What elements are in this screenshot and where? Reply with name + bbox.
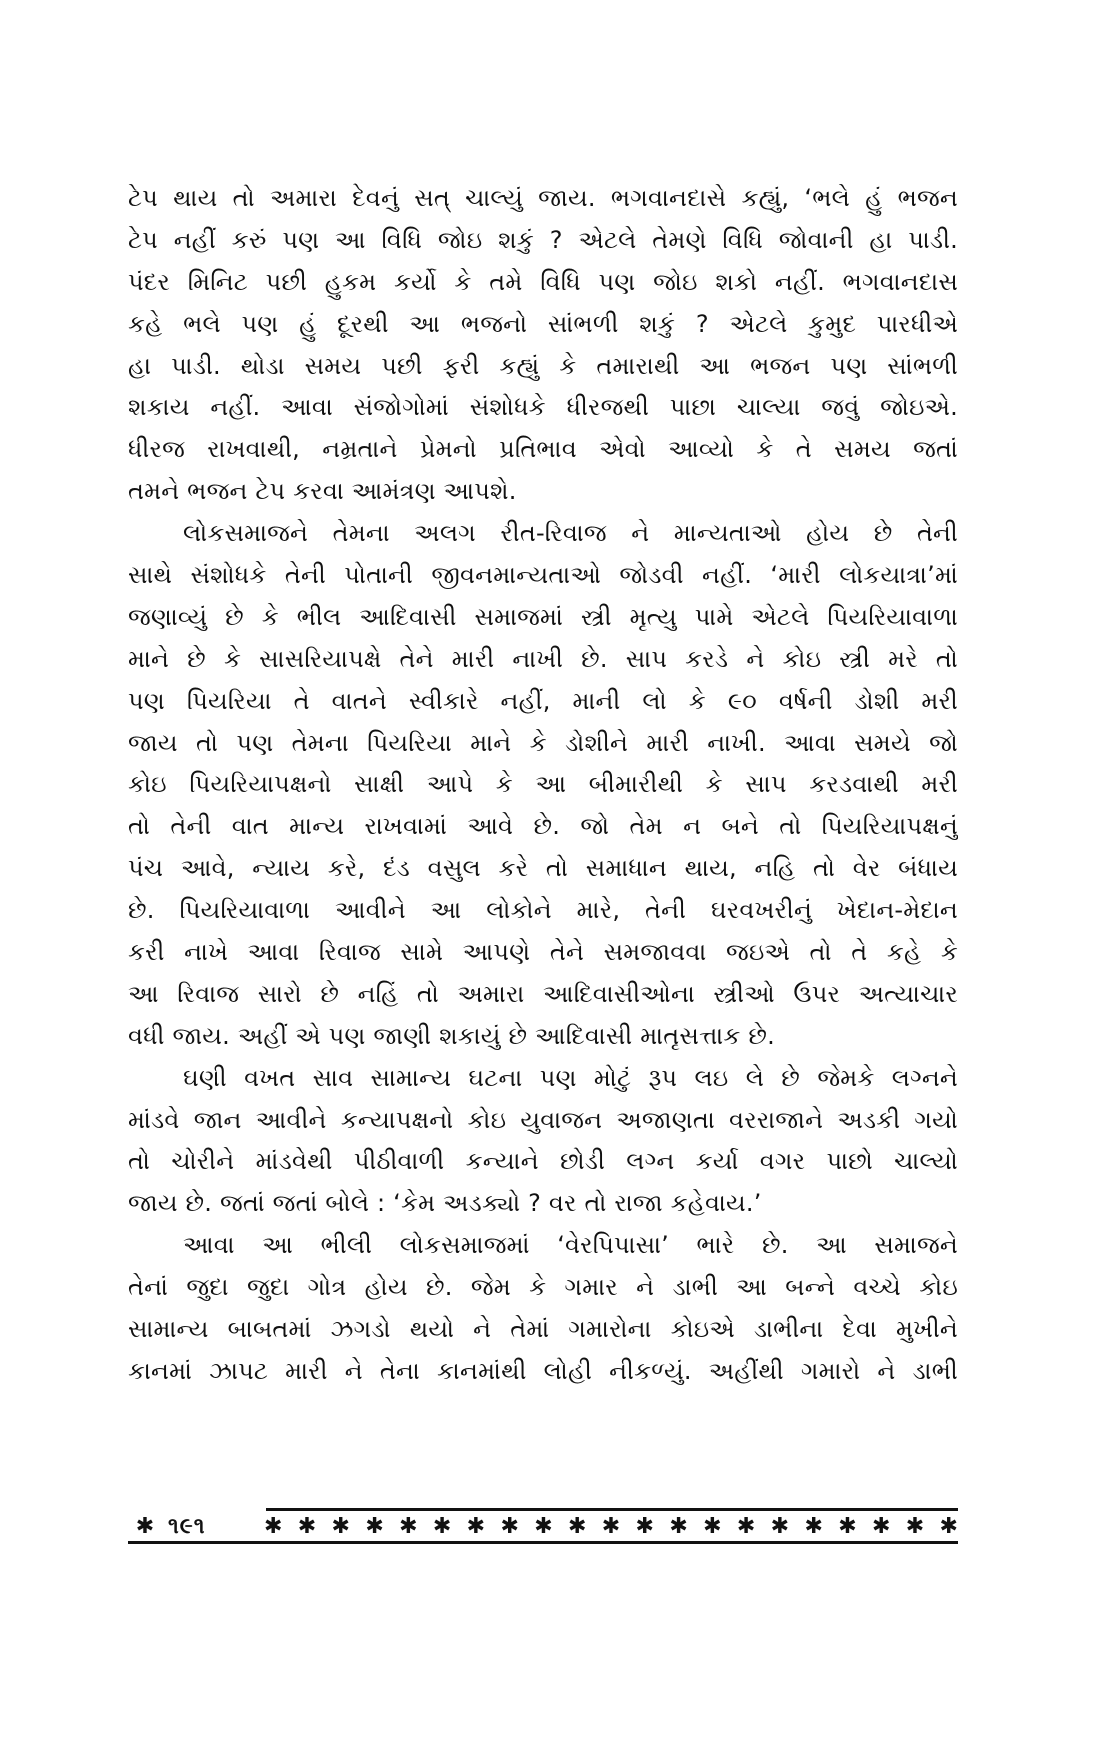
text-line: તો ચોરીને માંડવેથી પીઠીવાળી કન્યાને છોડી લગ્ન કર્યા વગર પાછો ચાલ્યો: [128, 1147, 958, 1176]
text-line: જાય છે. જતાં જતાં બોલે : ‘કેમ અડક્યો ? વર તો રાજા કહેવાય.’: [128, 1189, 762, 1218]
text-line: ધીરજ રાખવાથી, નમ્રતાને પ્રેમનો પ્રતિભાવ એવો આવ્યો કે તે સમય જતાં: [128, 435, 958, 464]
text-line: કાનમાં ઝાપટ મારી ને તેના કાનમાંથી લોહી નીકળ્યું. અહીંથી ગમારો ને ડાભી: [128, 1356, 958, 1385]
page-body: [128, 178, 958, 1393]
footer-row: [128, 1511, 958, 1541]
text-line: લોકસમાજને તેમના અલગ રીત-રિવાજ ને માન્યતાઓ હોય છે તેની: [183, 519, 958, 548]
text-line: તેનાં જુદા જુદા ગોત્ર હોય છે. જેમ કે ગમાર ને ડાભી આ બન્ને વચ્ચે કોઇ: [128, 1273, 958, 1302]
footer-star-ornament: ✱: [135, 1513, 155, 1539]
text-line: કરી નાખે આવા રિવાજ સામે આપણે તેને સમજાવવા જઇએ તો તે કહે કે: [128, 938, 958, 967]
text-line: ટેપ નહીં કરું પણ આ વિધિ જોઇ શકું ? એટલે તેમણે વિધિ જોવાની હા પાડી.: [128, 225, 958, 254]
text-line: કહે ભલે પણ હું દૂરથી આ ભજનો સાંભળી શકું ? એટલે કુમુદ પારધીએ: [128, 309, 958, 338]
text-line: જણાવ્યું છે કે ભીલ આદિવાસી સમાજમાં સ્ત્રી મૃત્યુ પામે એટલે પિયરિયાવાળા: [128, 602, 958, 631]
text-line: પંદર મિનિટ પછી હુકમ કર્યો કે તમે વિધિ પણ જોઇ શકો નહીં. ભગવાનદાસ: [128, 267, 958, 296]
text-line: હા પાડી. થોડા સમય પછી ફરી કહ્યું કે તમારાથી આ ભજન પણ સાંભળી: [128, 351, 958, 380]
page-footer: [128, 1508, 958, 1544]
text-line: આવા આ ભીલી લોકસમાજમાં ‘વેરપિપાસા’ ભારે છે. આ સમાજને: [183, 1231, 958, 1260]
footer-star-ornament-row: ✱ ✱ ✱ ✱ ✱ ✱ ✱ ✱ ✱ ✱ ✱ ✱ ✱ ✱ ✱ ✱ ✱ ✱ ✱ ✱ ✱: [264, 1513, 958, 1539]
text-line: પણ પિયરિયા તે વાતને સ્વીકારે નહીં, માની લો કે ૯૦ વર્ષની ડોશી મરી: [128, 686, 958, 715]
text-line: આ રિવાજ સારો છે નહિં તો અમારા આદિવાસીઓના સ્ત્રીઓ ઉપર અત્યાચાર: [128, 979, 958, 1008]
text-line: માંડવે જાન આવીને કન્યાપક્ષનો કોઇ યુવાજન અજાણતા વરરાજાને અડકી ગયો: [128, 1105, 958, 1134]
text-line: વધી જાય. અહીં એ પણ જાણી શકાયું છે આદિવાસી માતૃસત્તાક છે.: [128, 1021, 775, 1050]
text-line: સામાન્ય બાબતમાં ઝગડો થયો ને તેમાં ગમારોના કોઇએ ડાભીના દેવા મુખીને: [128, 1315, 958, 1344]
text-line: કોઇ પિયરિયાપક્ષનો સાક્ષી આપે કે આ બીમારીથી કે સાપ કરડવાથી મરી: [128, 770, 958, 799]
text-line: જાય તો પણ તેમના પિયરિયા માને કે ડોશીને મારી નાખી. આવા સમયે જો: [128, 728, 958, 757]
text-line: ટેપ થાય તો અમારા દેવનું સત્ ચાલ્યું જાય. ભગવાનદાસે કહ્યું, ‘ભલે હું ભજન: [128, 184, 958, 212]
page-number: ૧૯૧: [168, 1513, 206, 1539]
text-line: માને છે કે સાસરિયાપક્ષે તેને મારી નાખી છે. સાપ કરડે ને કોઇ સ્ત્રી મરે તો: [128, 644, 958, 673]
text-line: ઘણી વખત સાવ સામાન્ય ઘટના પણ મોટું રૂપ લઇ લે છે જેમકે લગ્નને: [183, 1063, 958, 1092]
text-line: છે. પિયરિયાવાળા આવીને આ લોકોને મારે, તેની ઘરવખરીનું ખેદાન-મેદાન: [128, 896, 958, 925]
text-line: તમને ભજન ટેપ કરવા આમંત્રણ આપશે.: [128, 477, 517, 506]
text-line: સાથે સંશોધકે તેની પોતાની જીવનમાન્યતાઓ જોડવી નહીં. ‘મારી લોકયાત્રા’માં: [128, 561, 958, 590]
text-line: તો તેની વાત માન્ય રાખવામાં આવે છે. જો તેમ ન બને તો પિયરિયાપક્ષનું: [128, 812, 958, 841]
footer-bottom-rule: [128, 1541, 958, 1544]
text-line: પંચ આવે, ન્યાય કરે, દંડ વસુલ કરે તો સમાધાન થાય, નહિ તો વેર બંધાય: [128, 854, 958, 883]
text-line: શકાય નહીં. આવા સંજોગોમાં સંશોધકે ધીરજથી પાછા ચાલ્યા જવું જોઇએ.: [128, 393, 958, 422]
